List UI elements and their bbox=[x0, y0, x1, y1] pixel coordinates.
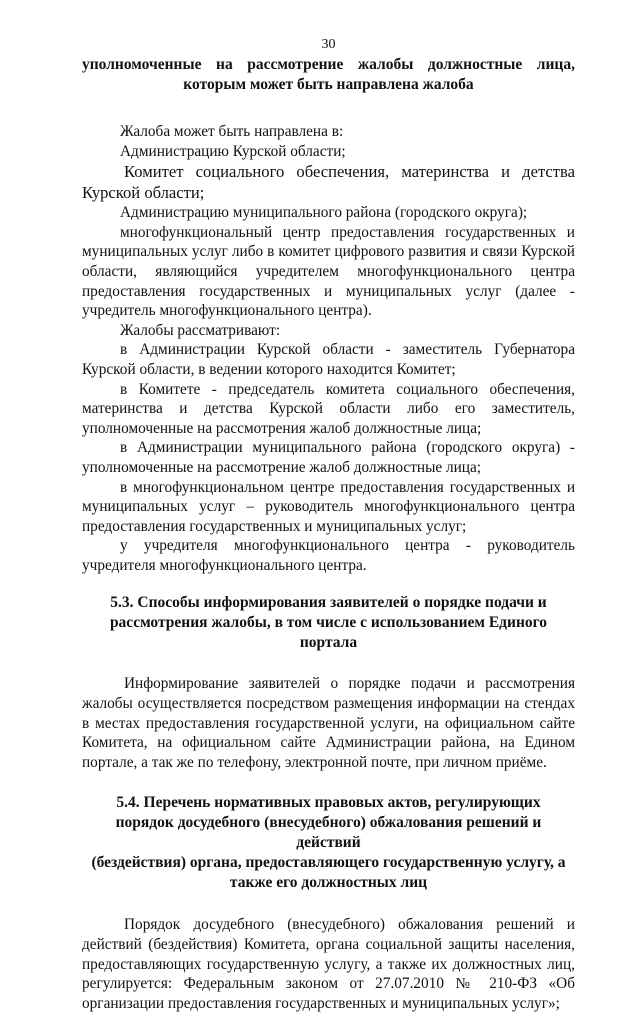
paragraph: Администрацию Курской области; bbox=[120, 142, 346, 160]
paragraph: в Комитете - председатель комитета социального обеспечения, материнства и детства Курской области либо его заместитель, уполномоченные на рассмотрения жалоб должностные лица; bbox=[82, 380, 575, 437]
section-title-line: (бездействия) органа, предоставляющего государственную услугу, а bbox=[91, 854, 566, 872]
section-5-4-heading bbox=[82, 793, 575, 893]
paragraph: Жалобы рассматривают: bbox=[120, 321, 281, 339]
paragraph: в многофункциональном центре предоставления государственных и муниципальных услуг – руководитель многофункционального центра предоставления государственных и муниципальных услуг; bbox=[82, 478, 575, 535]
paragraph: Порядок досудебного (внесудебного) обжалования решений и действий (бездействия) Комитета, органа социальной защиты населения, предоставляющих государственную услугу, а также их должностных лиц, регулируется: Федеральным законом от 27.07.2010 № 210-ФЗ «Об организации предоставления государственных и муниципальных услуг»; bbox=[82, 916, 575, 1012]
paragraph: Комитет социального обеспечения, материнства и детства Курской области; bbox=[82, 162, 575, 203]
page-number: 30 bbox=[321, 37, 336, 52]
section-title-line: порядок досудебного (внесудебного) обжалования решений и действий bbox=[115, 814, 542, 852]
paragraph: Администрацию муниципального района (городского округа); bbox=[120, 204, 528, 222]
paragraph: Жалоба может быть направлена в: bbox=[120, 123, 344, 140]
paragraph: в Администрации Курской области - заместитель Губернатора Курской области, в ведении которого находится Комитет; bbox=[82, 341, 575, 378]
section-5-4-body bbox=[82, 915, 575, 1013]
paragraph: Информирование заявителей о порядке подачи и рассмотрения жалобы осуществляется посредством размещения информации на стендах в местах предоставления государственной услуги, на официальном сайте Комитета, на официальном сайте Администрации района, на Едином портале, а так же по телефону, электронной почте, при личном приёме. bbox=[82, 675, 575, 771]
section-title-line: 5.3. Способы информирования заявителей о порядке подачи и bbox=[110, 594, 547, 612]
heading-line-2: которым может быть направлена жалоба bbox=[183, 76, 474, 93]
section-5-3-heading bbox=[82, 593, 575, 653]
paragraph: у учредителя многофункционального центра - руководитель учредителя многофункционального центра. bbox=[82, 537, 575, 574]
complaint-recipients-block bbox=[82, 122, 575, 575]
paragraph: многофункциональный центр предоставления государственных и муниципальных услуг либо в комитет цифрового развития и связи Курской области, являющийся учредителем многофункционального центра предоставления государственных и муниципальных услуг (далее - учредитель многофункционального центра). bbox=[82, 223, 575, 320]
heading-line-1: уполномоченные на рассмотрение жалобы должностные лица, bbox=[82, 56, 575, 73]
section-5-3-body bbox=[82, 674, 575, 772]
section-title-line: также его должностных лиц bbox=[229, 874, 428, 892]
paragraph: в Администрации муниципального района (городского округа) - уполномоченные на рассмотрение жалоб должностные лица; bbox=[82, 439, 575, 476]
section-title-line: рассмотрения жалобы, в том числе с использованием Единого портала bbox=[109, 614, 548, 652]
section-title-line: 5.4. Перечень нормативных правовых актов, регулирующих bbox=[116, 794, 541, 812]
